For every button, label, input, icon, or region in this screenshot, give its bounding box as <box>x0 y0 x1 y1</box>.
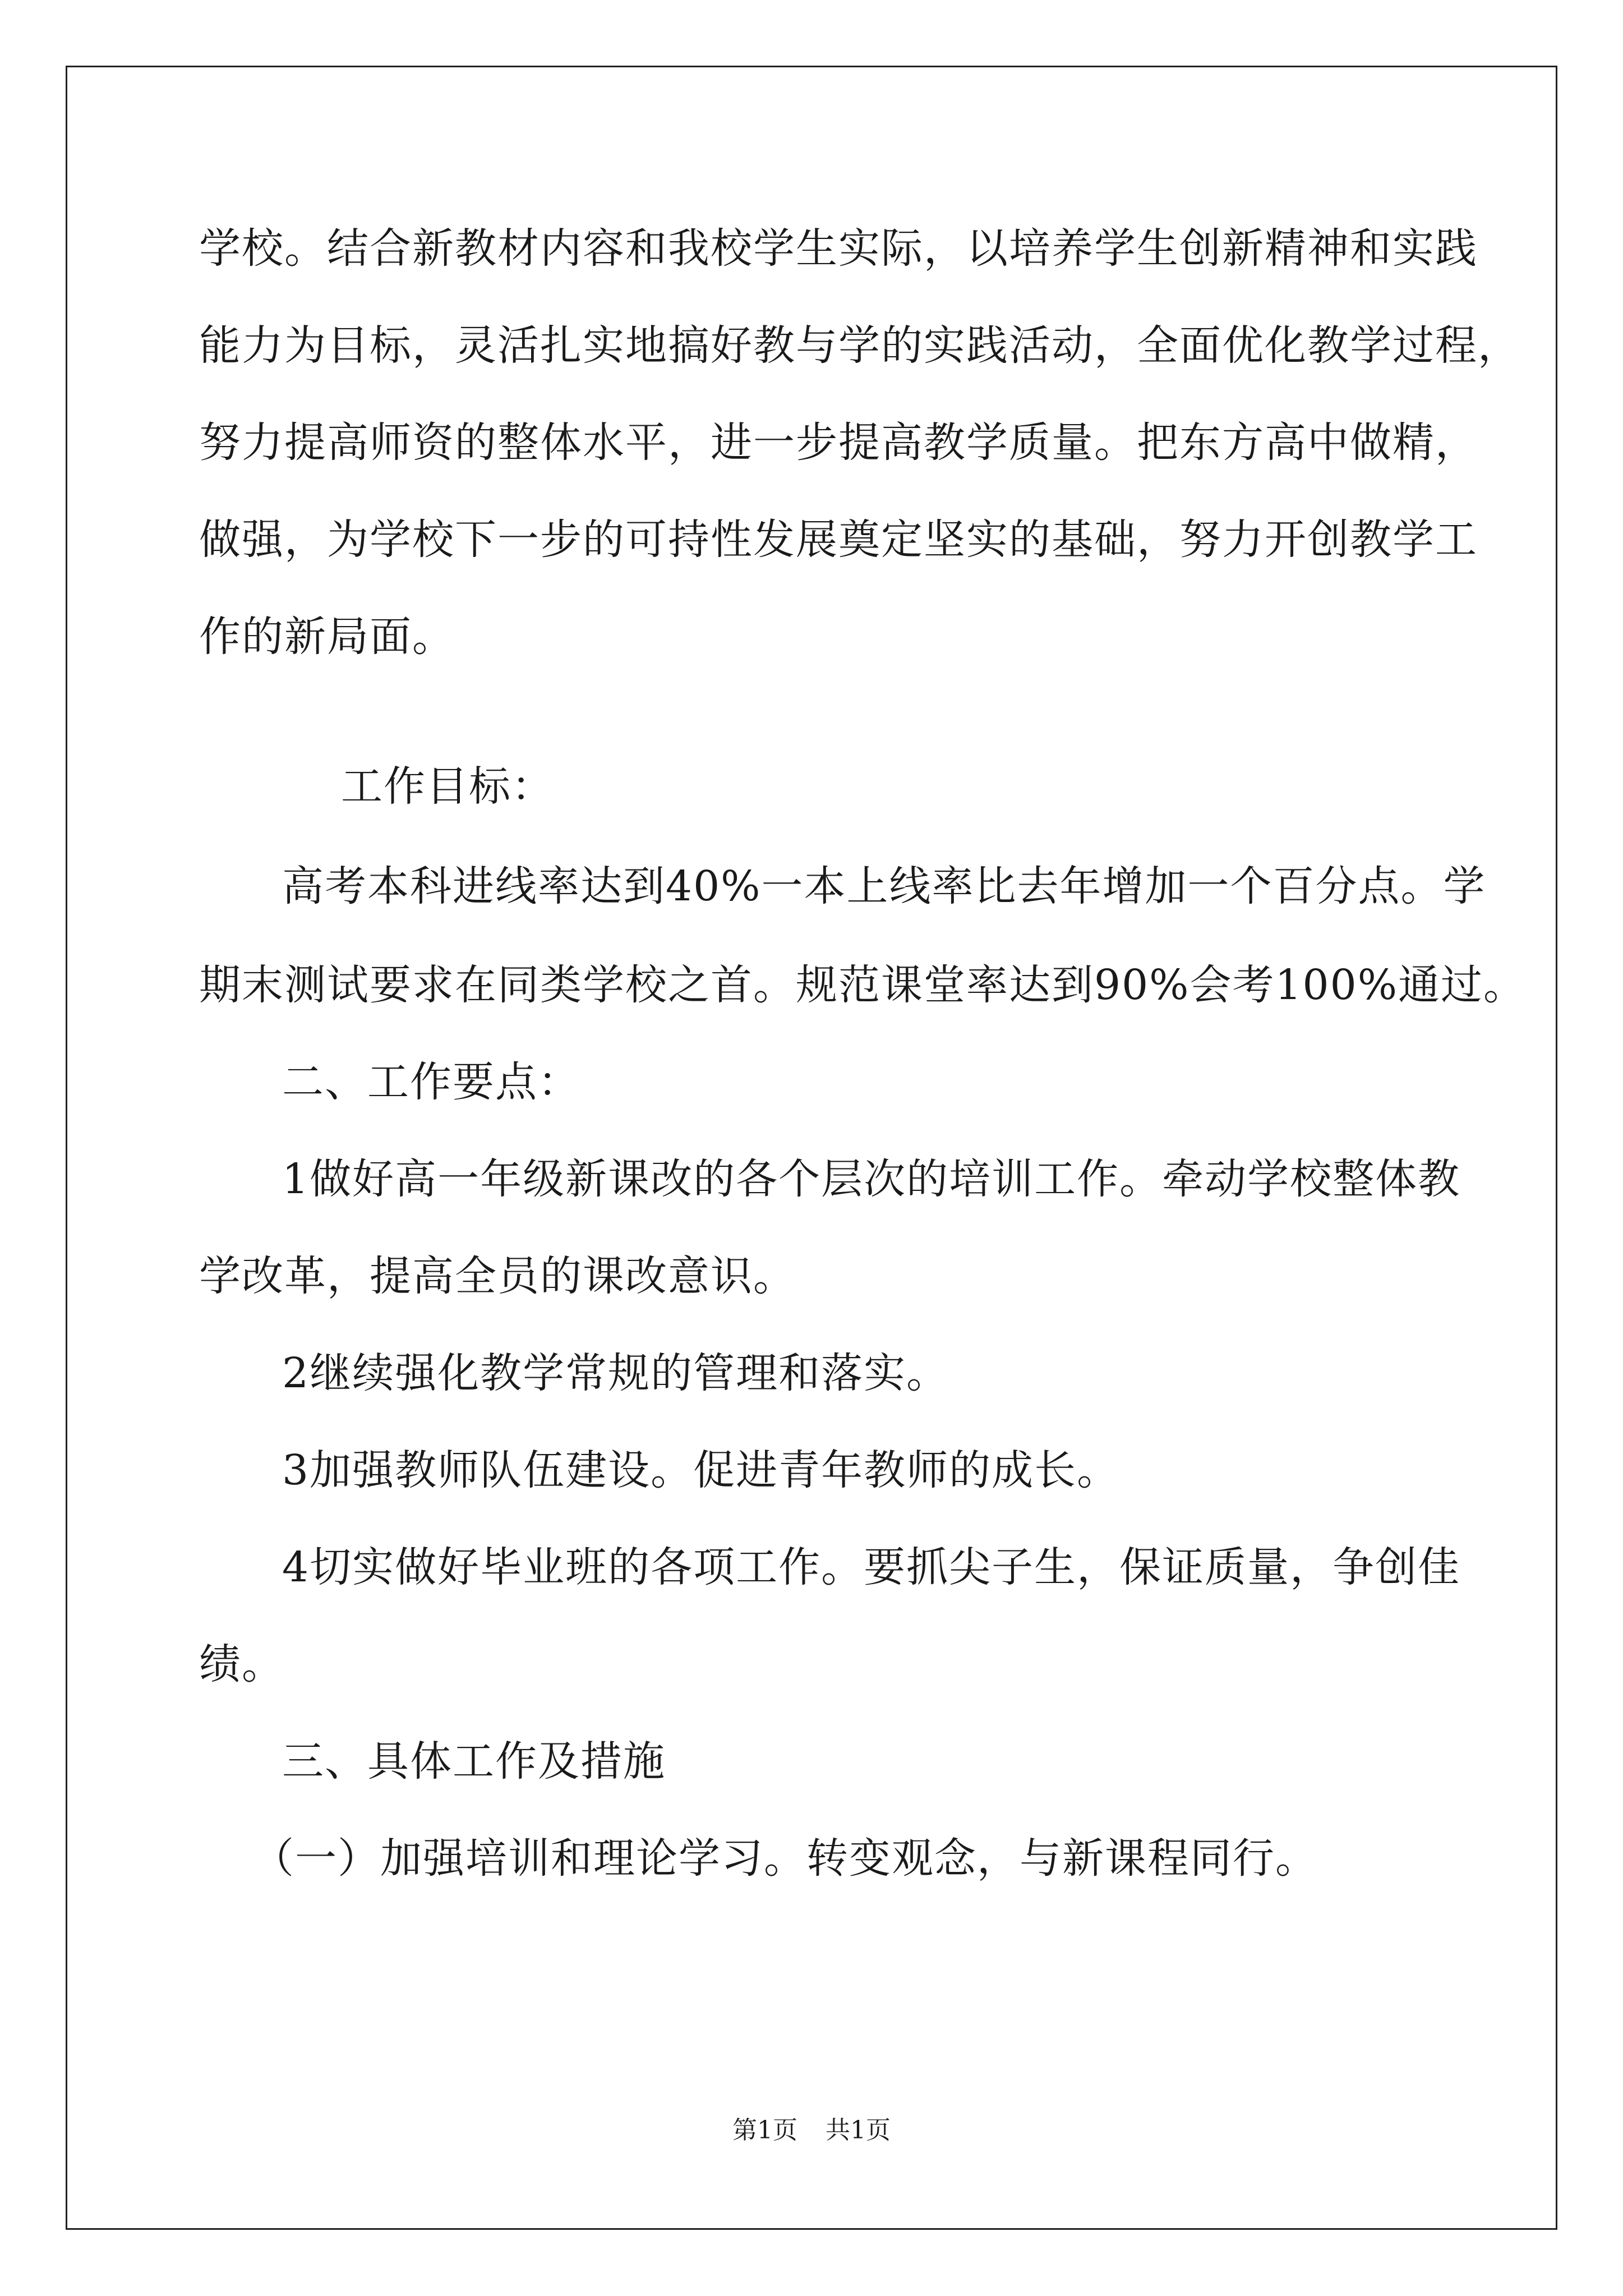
section-heading: 三、具体工作及措施 <box>282 1737 666 1786</box>
section-heading: 二、工作要点： <box>282 1058 580 1106</box>
paragraph-line: 绩。 <box>199 1640 284 1688</box>
paragraph-line: 高考本科进线率达到40%一本上线率比去年增加一个百分点。学 <box>282 862 1486 910</box>
paragraph-line: 期末测试要求在同类学校之首。规范课堂率达到90%会考100%通过。 <box>199 961 1527 1009</box>
paragraph-line: 努力提高师资的整体水平，进一步提高教学质量。把东方高中做精， <box>199 418 1478 467</box>
page-total: 共1页 <box>826 2116 891 2145</box>
paragraph-line: 作的新局面。 <box>199 613 455 661</box>
paragraph-line: 3加强教师队伍建设。促进青年教师的成长。 <box>282 1446 1120 1494</box>
section-heading: 工作目标： <box>341 762 554 811</box>
paragraph-line: 学改革，提高全员的课改意识。 <box>199 1252 796 1300</box>
paragraph-line: 做强，为学校下一步的可持性发展奠定坚实的基础，努力开创教学工 <box>199 516 1478 564</box>
page-footer <box>0 2114 1623 2147</box>
page-number: 第1页 <box>732 2116 797 2145</box>
paragraph-line: 学校。结合新教材内容和我校学生实际，以培养学生创新精神和实践 <box>199 224 1478 273</box>
paragraph-line: 1做好高一年级新课改的各个层次的培训工作。牵动学校整体教 <box>282 1155 1461 1203</box>
paragraph-line: 4切实做好毕业班的各项工作。要抓尖子生，保证质量，争创佳 <box>282 1543 1461 1591</box>
paragraph-line: 2继续强化教学常规的管理和落实。 <box>282 1349 949 1397</box>
page-border <box>66 66 1557 2230</box>
paragraph-line: 能力为目标，灵活扎实地搞好教与学的实践活动，全面优化教学过程， <box>199 321 1520 370</box>
subsection-heading: （一）加强培训和理论学习。转变观念，与新课程同行。 <box>252 1834 1318 1883</box>
